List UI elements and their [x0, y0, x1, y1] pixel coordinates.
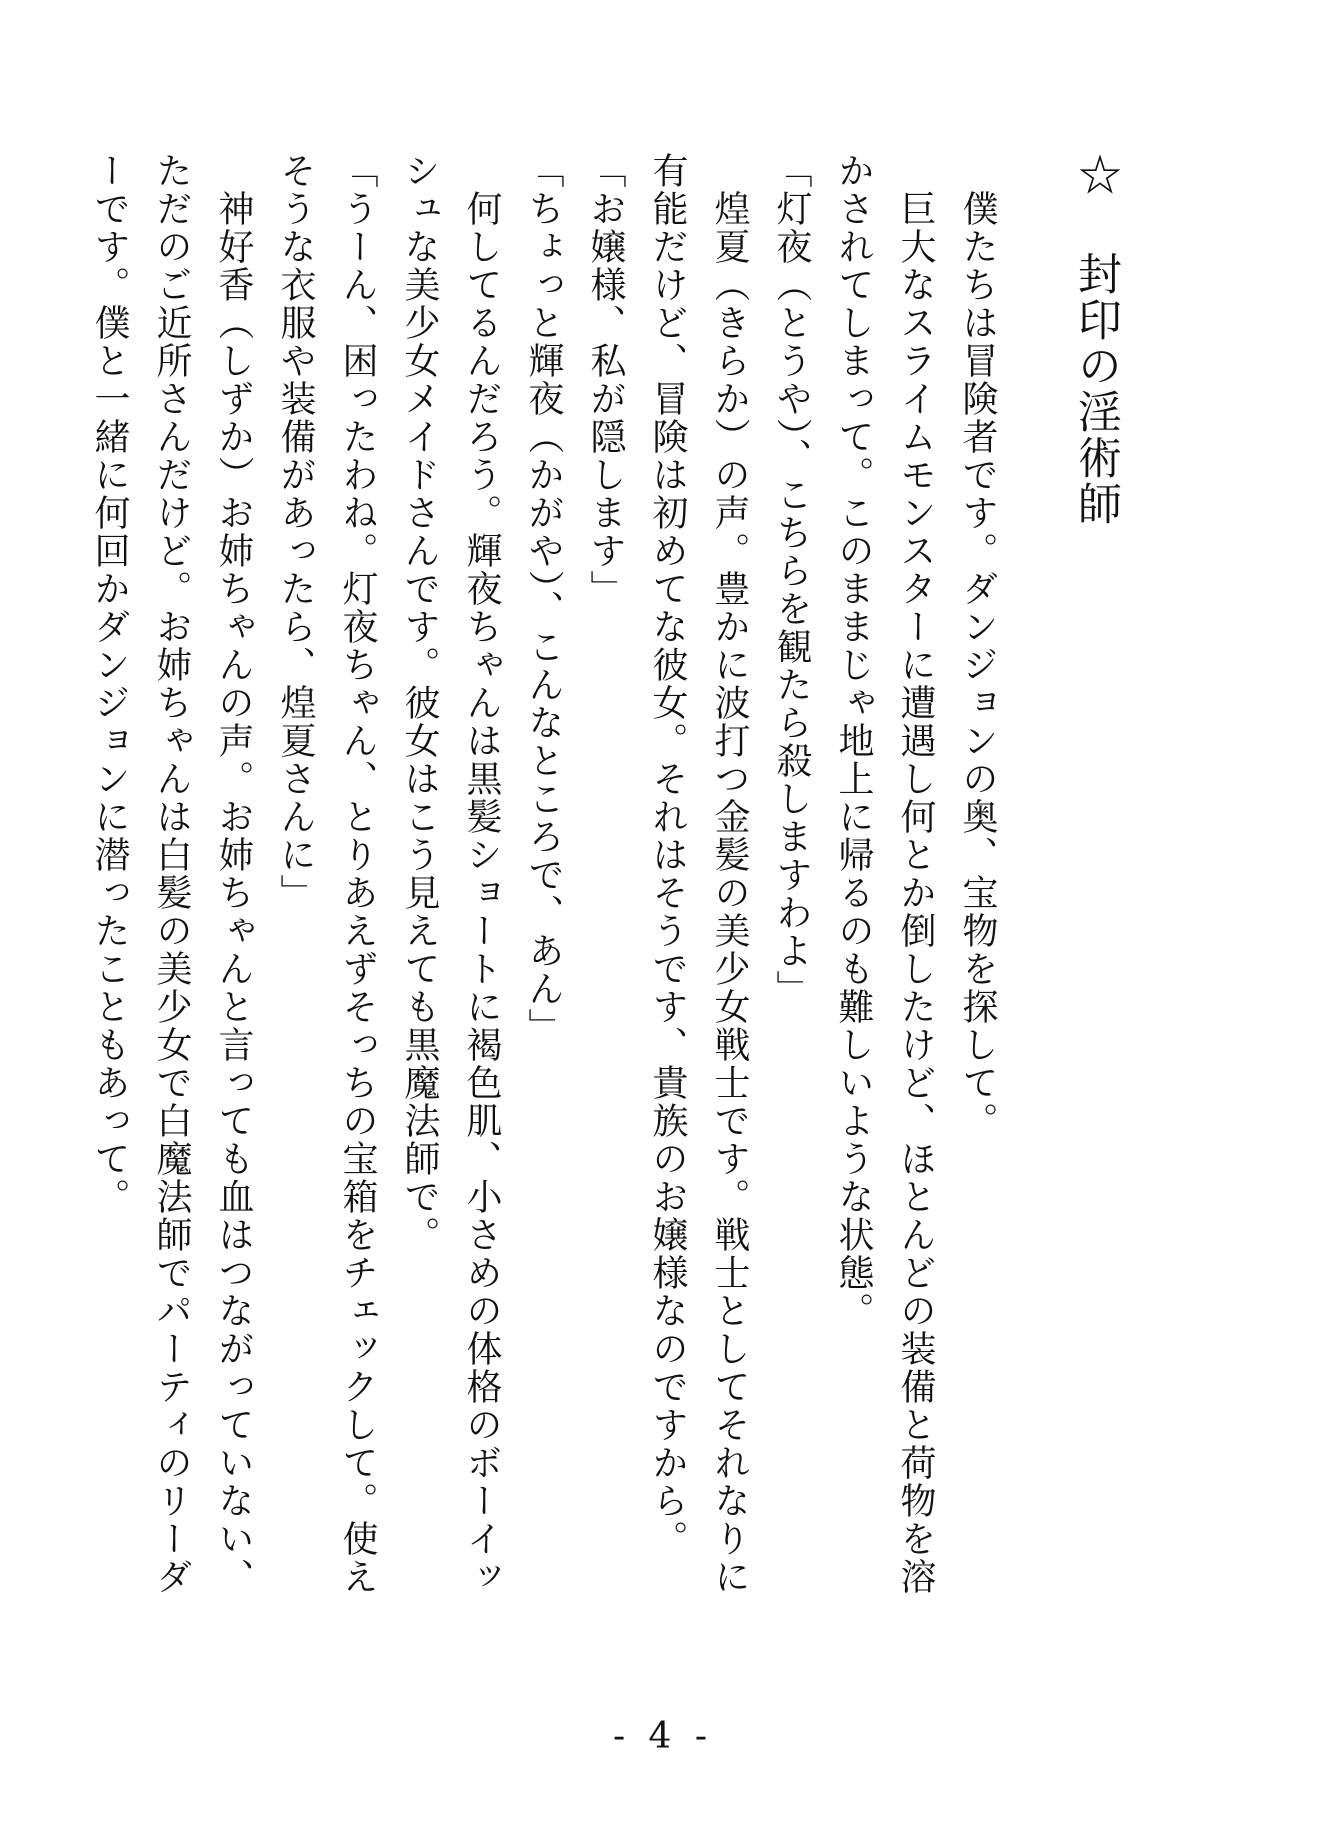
- paragraph-line: そうな衣服や装備があったら、煌夏さんに」: [275, 152, 316, 912]
- paragraph-line: 巨大なスライムモンスターに遭遇し何とか倒したけど、ほとんどの装備と荷物を溶: [895, 152, 936, 1596]
- paragraph-line: 僕たちは冒険者です。ダンジョンの奥、宝物を探して。: [957, 152, 998, 1140]
- vertical-text-block: [78, 152, 1126, 1622]
- chapter-title: ☆ 封印の淫術師: [1070, 152, 1121, 527]
- paragraph-line: 「お嬢様、私が隠します」: [585, 152, 626, 608]
- paragraph-line: ただのご近所さんだけど。お姉ちゃんは白髪の美少女で白魔法師でパーティのリーダ: [151, 152, 192, 1596]
- paragraph-line: 「灯夜（とうや）、こちらを観たら殺しますわよ」: [771, 152, 812, 1008]
- paragraph-line: かされてしまって。このままじゃ地上に帰るのも難しいような状態。: [833, 152, 874, 1330]
- paragraph-line: 「ちょっと輝夜（かがや）、こんなところで、あん」: [523, 152, 564, 1046]
- paragraph-line: ーです。僕と一緒に何回かダンジョンに潜ったこともあって。: [89, 152, 130, 1216]
- page-number: - 4 -: [612, 1716, 714, 1757]
- paragraph-line: 煌夏（きらか）の声。豊かに波打つ金髪の美少女戦士です。戦士としてそれなりに: [709, 152, 750, 1596]
- paragraph-line: 「うーん、困ったわね。灯夜ちゃん、とりあえずそっちの宝箱をチェックして。使え: [337, 152, 378, 1596]
- paragraph-line: シュな美少女メイドさんです。彼女はこう見えても黒魔法師で。: [399, 152, 440, 1254]
- paragraph-line: 何してるんだろう。輝夜ちゃんは黒髪ショートに褐色肌、小さめの体格のボーイッ: [461, 152, 502, 1596]
- paragraph-line: 有能だけど、冒険は初めてな彼女。それはそうです、貴族のお嬢様なのですから。: [647, 152, 688, 1558]
- paragraph-line: 神好香（しずか）お姉ちゃんの声。お姉ちゃんと言っても血はつながっていない、: [213, 152, 254, 1596]
